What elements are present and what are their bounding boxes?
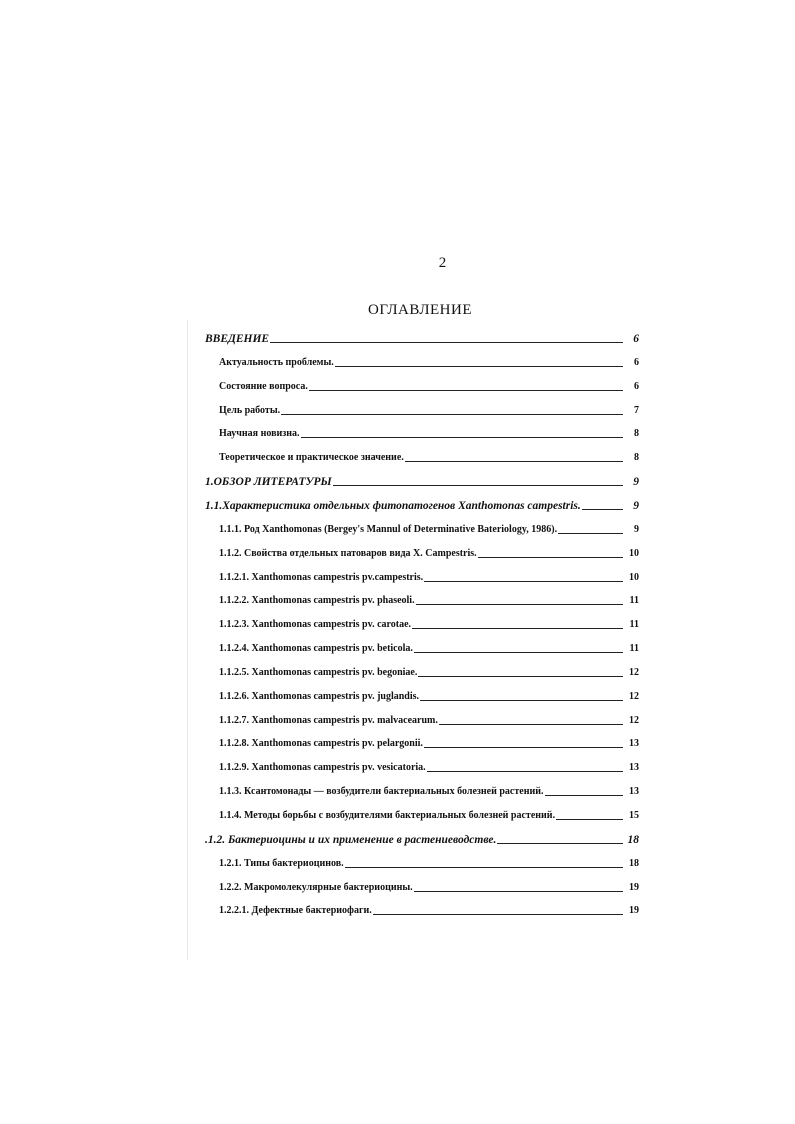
toc-entry-label: 1.2.1. Типы бактериоцинов. (219, 857, 344, 869)
toc-leader-line (545, 795, 624, 796)
toc-entry-page: 18 (629, 857, 639, 869)
toc-leader-line (335, 366, 623, 367)
toc-entry[interactable] (205, 329, 639, 345)
toc-leader-line (497, 843, 623, 844)
scan-edge-line (187, 320, 188, 960)
toc-leader-line (478, 557, 623, 558)
toc-entry-page: 12 (629, 714, 639, 726)
toc-entry[interactable] (219, 758, 639, 774)
toc-entry-label: 1.1.2.8. Xanthomonas campestris pv. pelargonii. (219, 738, 423, 750)
toc-entry-label: 1.ОБЗОР ЛИТЕРАТУРЫ (205, 476, 332, 489)
toc-entry-page: 9 (633, 499, 639, 512)
toc-leader-line (439, 724, 623, 725)
toc-entry[interactable] (219, 711, 639, 727)
toc-entry-label: 1.1.2. Свойства отдельных патоваров вида X. Campestris. (219, 547, 477, 559)
toc-entry[interactable] (219, 591, 639, 607)
toc-leader-line (405, 461, 623, 462)
toc-entry-page: 18 (627, 833, 639, 846)
toc-entry-page: 13 (629, 786, 639, 798)
page-number: 2 (438, 255, 447, 271)
toc-entry[interactable] (219, 878, 639, 894)
toc-entry-page: 9 (633, 476, 639, 489)
toc-entry-label: Состояние вопроса. (219, 380, 308, 392)
toc-entry-label: .1.2. Бактериоцины и их применение в растениеводстве. (205, 833, 497, 846)
toc-entry-page: 10 (629, 571, 639, 583)
toc-leader-line (427, 771, 623, 772)
toc-entry-page: 6 (634, 380, 639, 392)
toc-entry-label: Теоретическое и практическое значение. (219, 452, 404, 464)
toc-entry-label: ВВЕДЕНИЕ (205, 333, 270, 345)
toc-entry[interactable] (205, 830, 639, 846)
toc-entry-page: 10 (629, 547, 639, 559)
toc-entry[interactable] (219, 353, 639, 369)
toc-leader-line (301, 437, 623, 438)
toc-entry-label: 1.1.2.2. Xanthomonas campestris pv. phaseoli. (219, 595, 415, 607)
toc-entry[interactable] (219, 663, 639, 679)
toc-entry[interactable] (219, 901, 639, 917)
toc-entry-page: 7 (634, 404, 639, 416)
toc-leader-line (420, 700, 623, 701)
toc-entry[interactable] (205, 496, 639, 512)
toc-entry[interactable] (219, 568, 639, 584)
toc-entry[interactable] (219, 687, 639, 703)
toc-entry[interactable] (219, 734, 639, 750)
toc-entry[interactable] (219, 520, 639, 536)
toc-entry-page: 13 (629, 738, 639, 750)
toc-entry[interactable] (219, 377, 639, 393)
toc-entry-label: 1.1.2.5. Xanthomonas campestris pv. begoniae. (219, 666, 418, 678)
toc-entry-label: 1.1.Характеристика отдельных фитопатогенов Xanthomonas campestris. (205, 499, 581, 512)
toc-leader-line (412, 628, 623, 629)
toc-leader-line (281, 414, 623, 415)
toc-entry-page: 12 (629, 690, 639, 702)
toc-entry-label: 1.1.2.9. Xanthomonas campestris pv. vesicatoria. (219, 762, 426, 774)
toc-entry[interactable] (219, 782, 639, 798)
toc-entry-page: 11 (629, 595, 639, 607)
toc-entry-label: 1.2.2.1. Дефектные бактериофаги. (219, 905, 372, 917)
toc-entry-label: 1.1.3. Ксантомонады — возбудители бактериальных болезней растений. (219, 786, 544, 798)
toc-entry-page: 15 (629, 810, 639, 821)
toc-leader-line (333, 485, 623, 486)
toc-leader-line (373, 914, 623, 915)
toc-leader-line (424, 581, 623, 582)
toc-leader-line (556, 819, 623, 820)
toc-entry-page: 6 (633, 333, 639, 345)
toc-entry[interactable] (219, 401, 639, 417)
toc-entry[interactable] (219, 448, 639, 464)
toc-entry[interactable] (219, 854, 639, 870)
toc-entry-label: Научная новизна. (219, 428, 300, 440)
toc-entry-page: 13 (629, 762, 639, 774)
toc-entry[interactable] (219, 424, 639, 440)
toc-title: ОГЛАВЛЕНИЕ (368, 302, 472, 318)
toc-entry-label: 1.1.2.7. Xanthomonas campestris pv. malvacearum. (219, 714, 438, 726)
toc-entry-label: 1.1.2.3. Xanthomonas campestris pv. carotae. (219, 619, 412, 631)
toc-entry[interactable] (219, 615, 639, 631)
toc-entry-label: 1.1.2.4. Xanthomonas campestris pv. beticola. (219, 643, 413, 655)
toc-entry-label: 1.1.4. Методы борьбы с возбудителями бактериальных болезней растений. (219, 810, 556, 821)
toc-entry-page: 8 (634, 452, 639, 464)
toc-entry-label: Цель работы. (219, 404, 281, 416)
toc-entry-label: 1.1.1. Род Xanthomonas (Bergey's Mannul of Determinative Bateriology, 1986). (219, 523, 558, 535)
toc-leader-line (309, 390, 623, 391)
toc-leader-line (582, 509, 623, 510)
toc-leader-line (558, 533, 623, 534)
toc-entry-page: 9 (634, 523, 639, 535)
toc-entry-page: 19 (629, 881, 639, 893)
toc-entry-page: 11 (629, 619, 639, 631)
toc-entry-label: 1.1.2.6. Xanthomonas campestris pv. juglandis. (219, 690, 420, 702)
toc-entry-label: 1.2.2. Макромолекулярные бактериоцины. (219, 881, 413, 893)
toc-leader-line (424, 747, 623, 748)
toc-entry-page: 19 (629, 905, 639, 917)
toc-entry-label: Актуальность проблемы. (219, 356, 334, 368)
toc-entry[interactable] (219, 806, 639, 822)
toc-leader-line (418, 676, 623, 677)
toc-entry[interactable] (219, 639, 639, 655)
toc-entry-page: 12 (629, 666, 639, 678)
toc-leader-line (270, 342, 623, 343)
toc-leader-line (345, 867, 623, 868)
toc-entry-label: 1.1.2.1. Xanthomonas campestris pv.campestris. (219, 571, 424, 583)
toc-leader-line (416, 604, 623, 605)
toc-leader-line (414, 891, 623, 892)
toc-entry-page: 11 (629, 643, 639, 655)
toc-entry[interactable] (205, 472, 639, 488)
toc-entry-page: 6 (634, 356, 639, 368)
toc-leader-line (414, 652, 623, 653)
toc-entry[interactable] (219, 544, 639, 560)
toc-entry-page: 8 (634, 428, 639, 440)
